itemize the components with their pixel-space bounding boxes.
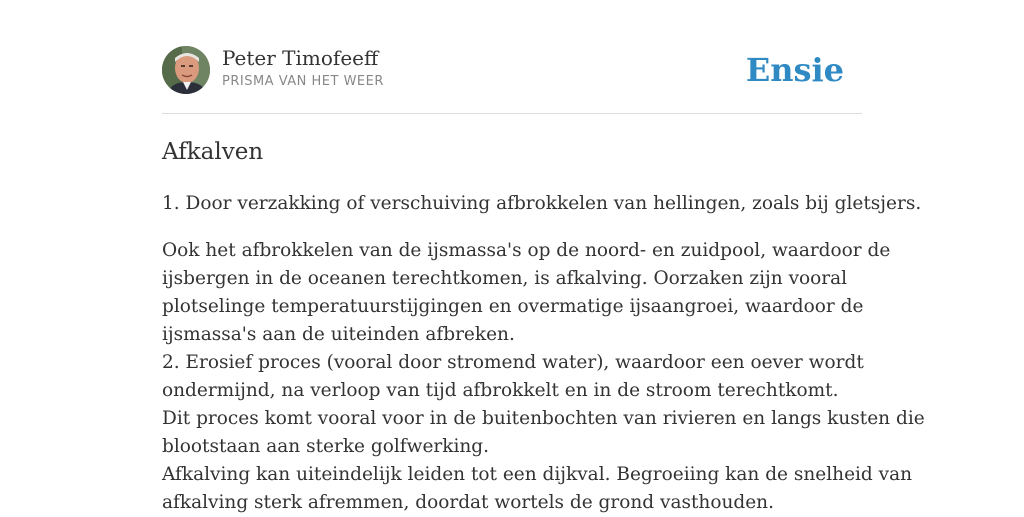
author-name[interactable]: Peter Timofeeff: [222, 46, 379, 70]
article-page: [162, 0, 925, 513]
body-line: ijsbergen in de oceanen terechtkomen, is afkalving. Oorzaken zijn vooral: [162, 268, 848, 289]
author-photo: [162, 46, 210, 94]
definition-body: [162, 237, 925, 517]
body-line: blootstaan aan sterke golfwerking.: [162, 436, 490, 457]
body-line: afkalving sterk afremmen, doordat wortels de grond vasthouden.: [162, 492, 774, 513]
brand-logo[interactable]: Ensie: [745, 51, 844, 89]
body-line: ondermijnd, na verloop van tijd afbrokkelt en in de stroom terechtkomt.: [162, 380, 839, 401]
body-line: 2. Erosief proces (vooral door stromend water), waardoor een oever wordt: [162, 352, 864, 373]
body-line: Ook het afbrokkelen van de ijsmassa's op de noord- en zuidpool, waardoor de: [162, 240, 891, 261]
body-line: plotselinge temperatuurstijgingen en overmatige ijsaangroei, waardoor de: [162, 296, 864, 317]
avatar[interactable]: [162, 46, 210, 94]
header-divider: [162, 113, 862, 114]
body-line: ijsmassa's aan de uiteinden afbreken.: [162, 324, 515, 345]
article-title: Afkalven: [162, 139, 264, 165]
definition-paragraph-1: 1. Door verzakking of verschuiving afbrokkelen van hellingen, zoals bij gletsjers.: [162, 193, 922, 214]
author-subtitle[interactable]: PRISMA VAN HET WEER: [222, 74, 384, 89]
article-header: [162, 46, 862, 96]
body-line: Dit proces komt vooral voor in de buitenbochten van rivieren en langs kusten die: [162, 408, 925, 429]
body-line: Afkalving kan uiteindelijk leiden tot een dijkval. Begroeiing kan de snelheid van: [162, 464, 913, 485]
